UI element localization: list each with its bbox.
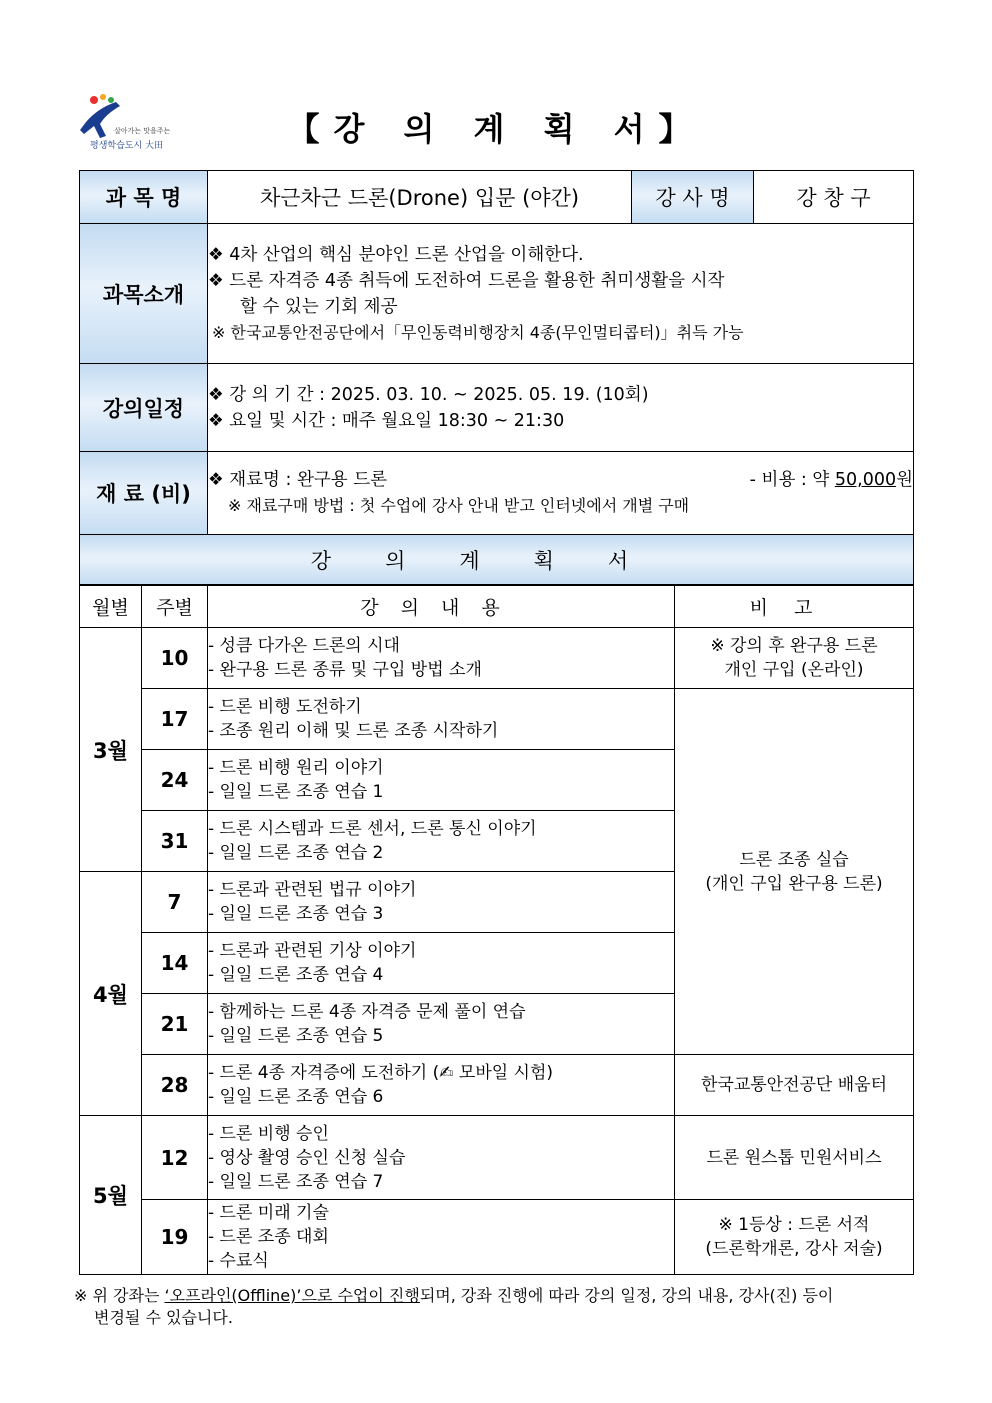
week-header: 주별 [142, 586, 208, 628]
intro-item: 할 수 있는 기회 제공 [240, 296, 398, 317]
schedule-label: 강의일정 [80, 364, 208, 452]
week-cell: 24 [142, 750, 208, 811]
offline-notice: ‘오프라인(Offline)’으로 수업이 진행 [164, 1286, 420, 1305]
remark-cell: ※ 1등상 : 드론 서적 (드론학개론, 강사 저술) [675, 1200, 914, 1275]
content-cell: - 드론 미래 기술 - 드론 조종 대회 - 수료식 [208, 1200, 675, 1275]
lecture-schedule-table [79, 585, 914, 1275]
content-cell: - 드론 비행 원리 이야기 - 일일 드론 조종 연습 1 [208, 750, 675, 811]
remark-cell: ※ 강의 후 완구용 드론 개인 구입 (온라인) [675, 628, 914, 689]
remark-cell: 한국교통안전공단 배움터 [675, 1055, 914, 1116]
schedule-time: ❖ 요일 및 시간 : 매주 월요일 18:30 ~ 21:30 [208, 410, 565, 431]
month-cell: 5월 [80, 1116, 142, 1275]
material-cost: - 비용 : 약 50,000원 [749, 470, 913, 490]
content-cell: - 드론 비행 도전하기 - 조종 원리 이해 및 드론 조종 시작하기 [208, 689, 675, 750]
month-cell: 4월 [80, 872, 142, 1116]
section-title: 강의계획서 [80, 535, 914, 585]
material-name: ❖ 재료명 : 완구용 드론 [208, 470, 388, 490]
intro-item: ❖ 드론 자격증 4종 취득에 도전하여 드론을 활용한 취미생활을 시작 [208, 270, 725, 291]
table-row [80, 1200, 914, 1275]
subject-value: 차근차근 드론(Drone) 입문 (야간) [208, 171, 632, 224]
intro-content [208, 224, 914, 364]
week-cell: 17 [142, 689, 208, 750]
schedule-content [208, 364, 914, 452]
table-row [80, 1116, 914, 1200]
content-cell: - 드론과 관련된 법규 이야기 - 일일 드론 조종 연습 3 [208, 872, 675, 933]
content-cell: - 드론 시스템과 드론 센서, 드론 통신 이야기 - 일일 드론 조종 연습 2 [208, 811, 675, 872]
page-title: 【강 의 계 획 서】 [287, 110, 705, 148]
week-cell: 14 [142, 933, 208, 994]
note-header: 비고 [675, 586, 914, 628]
content-cell: - 드론 비행 승인 - 영상 촬영 승인 신청 실습 - 일일 드론 조종 연습 7 [208, 1116, 675, 1200]
instructor-label: 강 사 명 [632, 171, 754, 224]
course-info-table [79, 170, 914, 585]
subject-label: 과 목 명 [80, 171, 208, 224]
footer-notice: ※ 위 강좌는 ‘오프라인(Offline)’으로 수업이 진행되며, 강좌 진행에 따라 강의 일정, 강의 내용, 강사(진) 등이 변경될 수 있습니다. [74, 1286, 834, 1327]
week-cell: 28 [142, 1055, 208, 1116]
week-cell: 10 [142, 628, 208, 689]
content-cell: - 함께하는 드론 4종 자격증 문제 풀이 연습 - 일일 드론 조종 연습 5 [208, 994, 675, 1055]
content-cell: - 드론 4종 자격증에 도전하기 (✍ 모바일 시험) - 일일 드론 조종 연습 6 [208, 1055, 675, 1116]
table-row [80, 689, 914, 750]
logo-tagline: 살아가는 맛을주는 [114, 127, 171, 135]
schedule-period: ❖ 강 의 기 간 : 2025. 03. 10. ~ 2025. 05. 19. (10회) [208, 384, 649, 405]
month-cell: 3월 [80, 628, 142, 872]
content-header: 강의내용 [208, 586, 675, 628]
instructor-value: 강 창 구 [754, 171, 914, 224]
week-cell: 7 [142, 872, 208, 933]
content-cell: - 드론과 관련된 기상 이야기 - 일일 드론 조종 연습 4 [208, 933, 675, 994]
week-cell: 12 [142, 1116, 208, 1200]
intro-item: ❖ 4차 산업의 핵심 분야인 드론 산업을 이해한다. [208, 244, 584, 265]
material-cost-amount: 50,000 [834, 470, 897, 490]
intro-note: ※ 한국교통안전공단에서「무인동력비행장치 4종(무인멀티콥터)」취득 가능 [212, 322, 744, 342]
content-cell: - 성큼 다가온 드론의 시대 - 완구용 드론 종류 및 구입 방법 소개 [208, 628, 675, 689]
remark-cell: 드론 원스톱 민원서비스 [675, 1116, 914, 1200]
week-cell: 19 [142, 1200, 208, 1275]
logo-city-name: 평생학습도시 大田 [90, 141, 164, 151]
month-header: 월별 [80, 586, 142, 628]
intro-label: 과목소개 [80, 224, 208, 364]
material-content [208, 452, 914, 535]
table-row [80, 628, 914, 689]
material-label: 재 료 (비) [80, 452, 208, 535]
week-cell: 31 [142, 811, 208, 872]
week-cell: 21 [142, 994, 208, 1055]
remark-cell: 드론 조종 실습 (개인 구입 완구용 드론) [675, 689, 914, 1055]
material-note: ※ 재료구매 방법 : 첫 수업에 강사 안내 받고 인터넷에서 개별 구매 [228, 496, 690, 515]
table-row [80, 1055, 914, 1116]
